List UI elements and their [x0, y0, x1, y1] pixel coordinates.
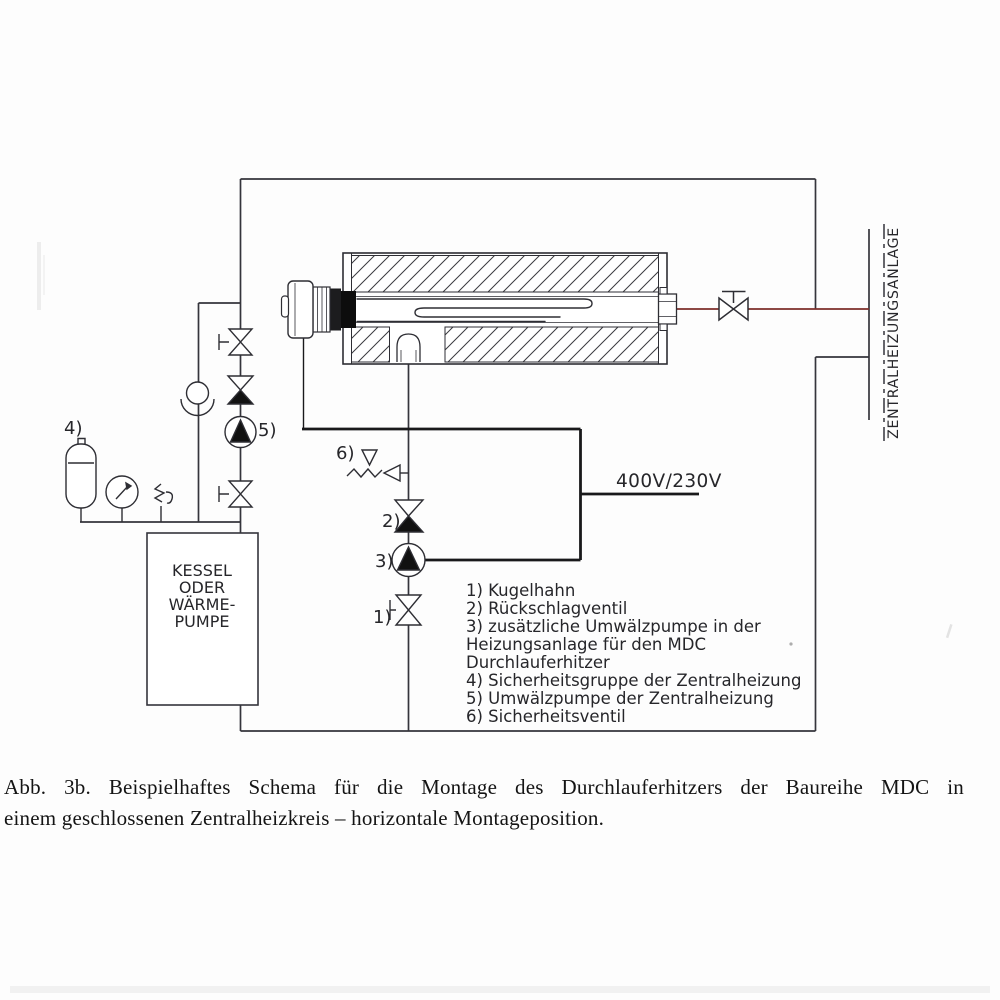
label-1: 1)	[373, 607, 392, 628]
label-4: 4)	[64, 418, 83, 439]
check-valve-left	[228, 376, 253, 404]
central-line-fittings	[347, 450, 425, 625]
heater-connection-head	[288, 281, 313, 338]
label-5: 5)	[258, 420, 277, 441]
shutoff-valve-top	[219, 329, 252, 355]
pump-3	[392, 544, 425, 577]
label-6: 6)	[336, 443, 355, 464]
zentralheizung-label: ZENTRALHEIZUNGSANLAGE	[886, 227, 902, 439]
figure-caption	[4, 772, 964, 834]
scan-artifact-band	[10, 986, 990, 993]
heater-gasket	[341, 291, 356, 328]
legend-item-6: 6) Sicherheitsventil	[466, 707, 626, 726]
relief-drain-valve	[155, 484, 172, 522]
voltage-label: 400V/230V	[616, 471, 722, 492]
legend-item-4: 4) Sicherheitsgruppe der Zentralheizung	[466, 671, 802, 690]
safety-valve-6	[347, 450, 409, 481]
left-edge-fittings	[181, 329, 256, 507]
kessel-label	[169, 561, 236, 631]
supply-ball-valve	[719, 292, 748, 321]
label-2: 2)	[382, 511, 401, 532]
heater-head-bump	[282, 296, 289, 317]
expansion-vessel	[66, 439, 96, 523]
legend-item-3b: Heizungsanlage für den MDC	[466, 635, 707, 654]
safety-group	[66, 439, 172, 523]
shutoff-valve-bottom	[219, 481, 252, 507]
kessel-line-4: PUMPE	[174, 612, 230, 631]
label-3: 3)	[375, 551, 394, 572]
electrical-wiring	[302, 337, 699, 560]
legend-item-3c: Durchlauferhitzer	[466, 653, 610, 672]
air-separator-symbol	[181, 382, 214, 416]
heater-inlet-port	[397, 334, 420, 362]
heater-mdc	[282, 253, 677, 364]
heater-insulation-bottom-right	[445, 327, 659, 362]
heater-ribbed-collar	[313, 287, 330, 332]
caption-line-1: Abb. 3b. Beispielhaftes Schema für die Montage des Durchlauferhitzers der Baureihe MDC in	[4, 775, 964, 799]
heater-insulation-bottom-left	[352, 327, 390, 362]
legend	[466, 581, 802, 726]
caption-line-2: einem geschlossenen Zentralheizkreis – horizontale Montageposition.	[4, 806, 605, 830]
legend-item-5: 5) Umwälzpumpe der Zentralheizung	[466, 689, 774, 708]
kessel-line-3: WÄRME-	[168, 595, 236, 614]
kessel-line-2: ODER	[178, 578, 226, 597]
pressure-gauge	[106, 476, 138, 522]
kessel-line-1: KESSEL	[172, 561, 232, 580]
heater-insulation-top	[352, 256, 659, 293]
heater-outlet-notch-bottom	[660, 324, 667, 331]
heater-outlet-fitting	[659, 294, 677, 324]
pump-5	[225, 417, 256, 448]
legend-item-1: 1) Kugelhahn	[466, 581, 576, 600]
legend-item-2: 2) Rückschlagventil	[466, 599, 628, 618]
heater-collar-band	[330, 289, 341, 331]
heater-outlet-notch-top	[660, 288, 667, 295]
ball-valve-1	[390, 595, 421, 625]
legend-item-3: 3) zusätzliche Umwälzpumpe in der	[466, 617, 761, 636]
